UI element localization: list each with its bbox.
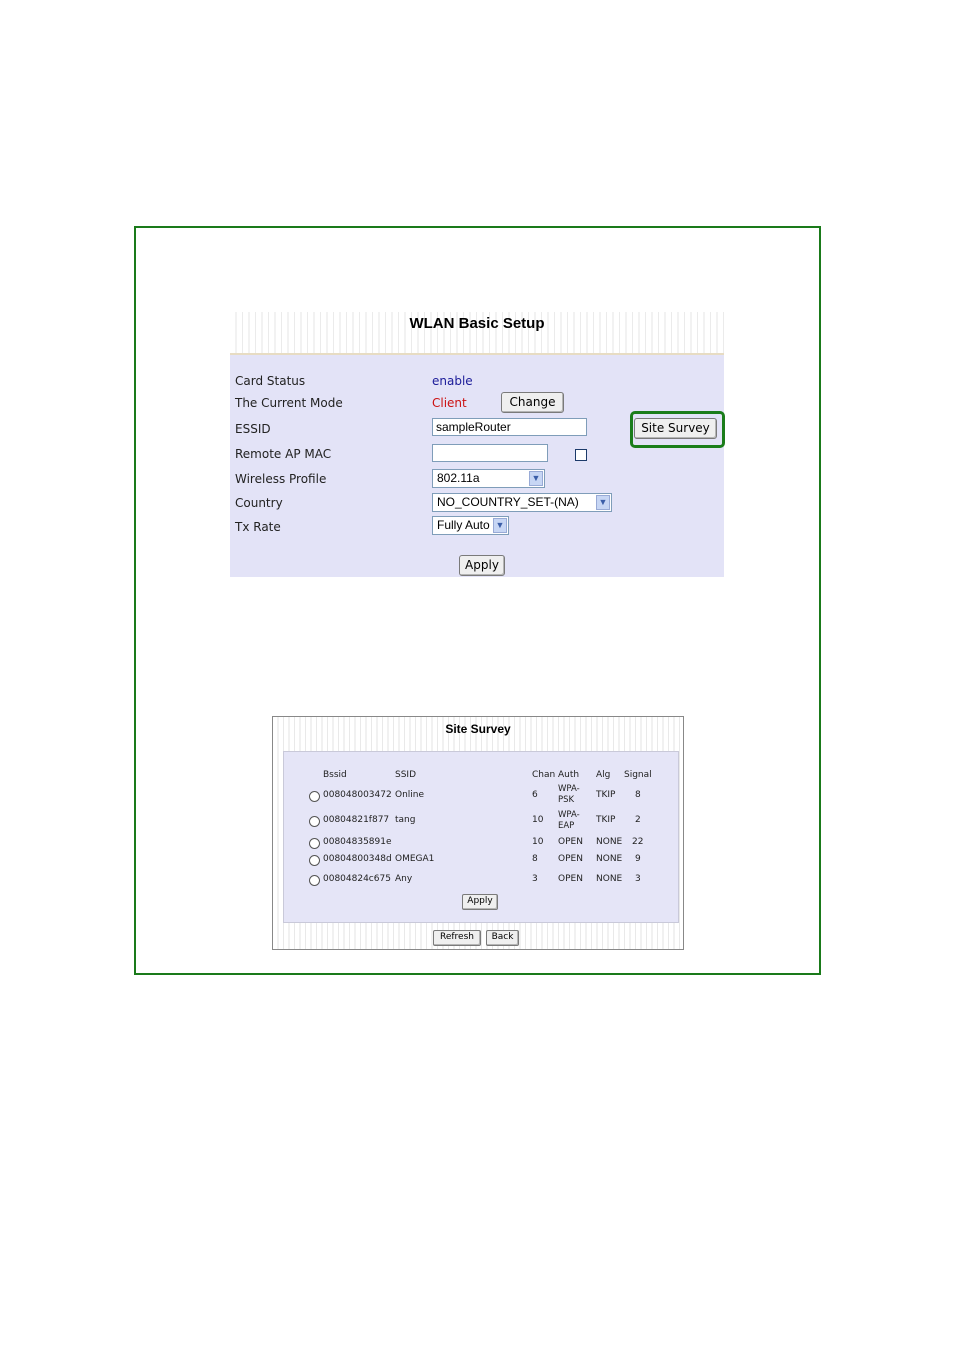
- card-status-value: enable: [432, 374, 473, 388]
- remote-ap-mac-label: Remote AP MAC: [235, 447, 332, 461]
- row-alg: NONE: [596, 837, 623, 847]
- header-alg: Alg: [596, 770, 611, 780]
- wireless-profile-label: Wireless Profile: [235, 472, 327, 486]
- essid-label: ESSID: [235, 422, 271, 436]
- row-bssid: 00804800348d: [323, 854, 392, 864]
- row-signal: 8: [635, 790, 641, 800]
- current-mode-value: Client: [432, 396, 467, 410]
- row-chan: 6: [532, 790, 538, 800]
- essid-input[interactable]: sampleRouter: [432, 418, 587, 436]
- tx-rate-label: Tx Rate: [235, 520, 281, 534]
- current-mode-label: The Current Mode: [235, 396, 343, 410]
- row-radio[interactable]: [309, 791, 320, 802]
- country-value: NO_COUNTRY_SET-(NA): [437, 495, 579, 509]
- row-signal: 9: [635, 854, 641, 864]
- site-survey-title: Site Survey: [445, 722, 511, 736]
- remote-ap-mac-input[interactable]: [432, 444, 548, 462]
- wlan-header: [230, 312, 724, 355]
- site-survey-highlight: [630, 411, 725, 448]
- row-chan: 8: [532, 854, 538, 864]
- header-bssid: Bssid: [323, 770, 347, 780]
- row-auth: OPEN: [558, 874, 583, 884]
- back-button[interactable]: Back: [486, 930, 519, 946]
- country-select[interactable]: [432, 493, 612, 512]
- site-survey-table: [283, 751, 679, 923]
- row-bssid: 008048003472: [323, 790, 392, 800]
- row-signal: 22: [632, 837, 644, 847]
- change-button[interactable]: Change: [501, 392, 564, 413]
- apply-button[interactable]: Apply: [459, 555, 505, 576]
- remote-ap-mac-checkbox[interactable]: [575, 449, 587, 461]
- row-bssid: 00804835891e: [323, 837, 392, 847]
- header-chan: Chan: [532, 770, 556, 780]
- tx-rate-select[interactable]: [432, 516, 509, 535]
- row-chan: 3: [532, 874, 538, 884]
- row-signal: 3: [635, 874, 641, 884]
- row-ssid: tang: [395, 815, 416, 825]
- country-label: Country: [235, 496, 283, 510]
- row-alg: TKIP: [596, 815, 616, 825]
- row-chan: 10: [532, 837, 544, 847]
- tx-rate-value: Fully Auto: [437, 518, 490, 532]
- row-auth: WPA-: [558, 784, 580, 794]
- header-auth: Auth: [558, 770, 580, 780]
- chevron-down-icon: ▼: [529, 471, 543, 486]
- row-ssid: Online: [395, 790, 425, 800]
- row-auth-2: EAP: [558, 821, 575, 831]
- card-status-label: Card Status: [235, 374, 306, 388]
- survey-apply-button[interactable]: Apply: [462, 894, 498, 910]
- row-auth: OPEN: [558, 854, 583, 864]
- row-alg: NONE: [596, 854, 623, 864]
- row-alg: TKIP: [596, 790, 616, 800]
- row-bssid: 00804821f877: [323, 815, 390, 825]
- row-auth-2: PSK: [558, 795, 575, 805]
- chevron-down-icon: ▼: [596, 495, 610, 510]
- page-title: WLAN Basic Setup: [409, 315, 545, 332]
- row-ssid: OMEGA1: [395, 854, 435, 864]
- row-signal: 2: [635, 815, 641, 825]
- row-radio[interactable]: [309, 838, 320, 849]
- header-signal: Signal: [624, 770, 652, 780]
- row-radio[interactable]: [309, 875, 320, 886]
- row-bssid: 00804824c675: [323, 874, 391, 884]
- wireless-profile-select[interactable]: [432, 469, 545, 488]
- row-auth: OPEN: [558, 837, 583, 847]
- wireless-profile-value: 802.11a: [437, 471, 480, 485]
- row-alg: NONE: [596, 874, 623, 884]
- site-survey-panel: [272, 716, 684, 950]
- refresh-button[interactable]: Refresh: [433, 930, 481, 946]
- row-radio[interactable]: [309, 816, 320, 827]
- row-auth: WPA-: [558, 810, 580, 820]
- row-radio[interactable]: [309, 855, 320, 866]
- site-survey-button[interactable]: Site Survey: [634, 418, 717, 439]
- header-ssid: SSID: [395, 770, 417, 780]
- row-chan: 10: [532, 815, 544, 825]
- row-ssid: Any: [395, 874, 413, 884]
- chevron-down-icon: ▼: [493, 518, 507, 533]
